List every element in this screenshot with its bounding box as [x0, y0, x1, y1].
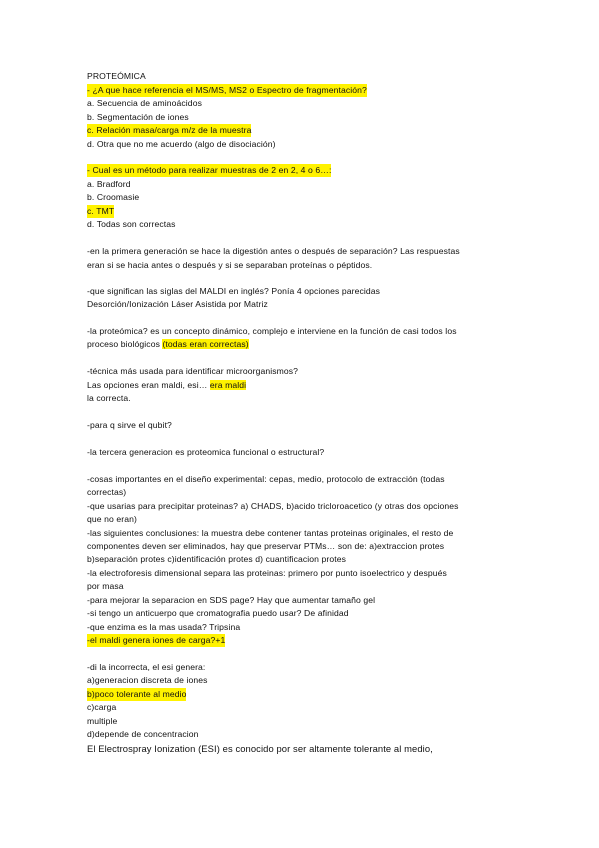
note-line: -que usarias para precipitar proteinas? a) CHADS, b)acido tricloroacetico (y otras dos opciones	[87, 501, 459, 511]
question-9-option-c: c)carga	[87, 702, 117, 712]
question-6-line-3: la correcta.	[87, 393, 131, 403]
note-line: -para mejorar la separacion en SDS page? Hay que aumentar tamaño gel	[87, 595, 376, 605]
question-3-line-2: eran si se hacia antes o después y si se separaban proteínas o péptidos.	[87, 260, 373, 270]
question-9-option-d: d)depende de concentracion	[87, 729, 199, 739]
question-6-answer-highlight: era maldi	[209, 380, 247, 390]
note-line-highlight: -el maldi genera iones de carga?+1	[87, 634, 225, 647]
question-5-line-2	[87, 338, 249, 351]
question-1-option-a: a. Secuencia de aminoácidos	[87, 98, 202, 108]
note-line: -si tengo un anticuerpo que cromatografia puedo usar? De afinidad	[87, 608, 349, 618]
question-2-option-d: d. Todas son correctas	[87, 219, 176, 229]
question-9-final-note: El Electrospray Ionization (ESI) es conocido por ser altamente tolerante al medio,	[87, 743, 433, 754]
note-line: por masa	[87, 581, 124, 591]
question-7: -para q sirve el qubit?	[87, 420, 172, 430]
note-line: -cosas importantes en el diseño experimental: cepas, medio, protocolo de extracción (todas	[87, 474, 445, 484]
question-5-line-1: -la proteómica? es un concepto dinámico, complejo e interviene en la función de casi todos los	[87, 326, 457, 336]
note-line: que no eran)	[87, 514, 137, 524]
question-1-option-c: c. Relación masa/carga m/z de la muestra	[87, 124, 251, 137]
question-6-text: Las opciones eran maldi, esi…	[87, 380, 210, 390]
question-9-option-c-cont: multiple	[87, 716, 118, 726]
question-9-option-b: b)poco tolerante al medio	[87, 688, 186, 701]
note-line: b)separación protes c)identificación protes d) cuantificacion protes	[87, 554, 347, 564]
note-line: -las siguientes conclusiones: la muestra debe contener tantas proteinas originales, el resto de	[87, 528, 454, 538]
note-line: -la electroforesis dimensional separa las proteinas: primero por punto isoelectrico y después	[87, 568, 447, 578]
question-9-option-a: a)generacion discreta de iones	[87, 675, 208, 685]
question-1-option-b: b. Segmentación de iones	[87, 112, 189, 122]
question-4-line-2: Desorción/Ionización Láser Asistida por Matriz	[87, 299, 268, 309]
question-9: -di la incorrecta, el esi genera:	[87, 662, 206, 672]
note-line: -que enzima es la mas usada? Tripsina	[87, 622, 241, 632]
question-8: -la tercera generacion es proteomica funcional o estructural?	[87, 447, 325, 457]
question-6-line-1: -técnica más usada para identificar microorganismos?	[87, 366, 299, 376]
document-title: PROTEÓMICA	[87, 71, 146, 81]
question-2-option-a: a. Bradford	[87, 179, 131, 189]
question-2-option-b: b. Croomasie	[87, 192, 140, 202]
question-5-text: proceso biológicos	[87, 339, 163, 349]
question-6-line-2	[87, 379, 246, 392]
question-4-line-1: -que significan las siglas del MALDI en inglés? Ponía 4 opciones parecidas	[87, 286, 381, 296]
question-3-line-1: -en la primera generación se hace la digestión antes o después de separación? Las respuestas	[87, 246, 460, 256]
question-1: - ¿A que hace referencia el MS/MS, MS2 o Espectro de fragmentación?	[87, 84, 367, 97]
question-5-answer-highlight: (todas eran correctas)	[162, 339, 249, 349]
note-line: componentes deven ser eliminados, hay que preservar PTMs… son de: a)extraccion protes	[87, 541, 445, 551]
question-1-option-d: d. Otra que no me acuerdo (algo de disociación)	[87, 139, 276, 149]
question-2: - Cual es un método para realizar muestras de 2 en 2, 4 o 6…:	[87, 164, 331, 177]
question-2-option-c: c. TMT	[87, 205, 114, 218]
note-line: correctas)	[87, 487, 127, 497]
